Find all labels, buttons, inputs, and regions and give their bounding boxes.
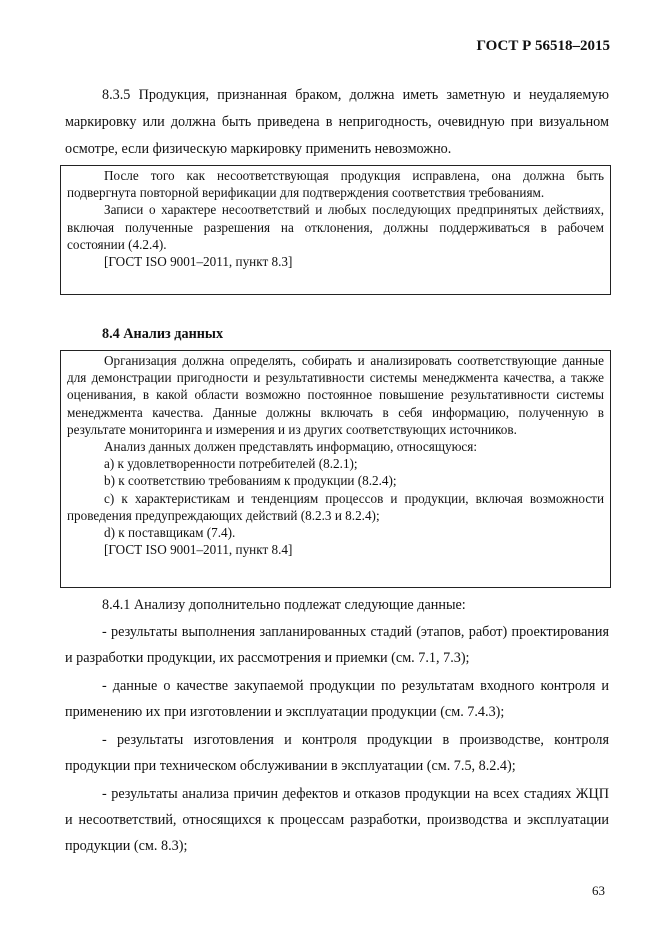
section-heading: 8.4 Анализ данных (102, 326, 224, 342)
paragraph-8-4-1: 8.4.1 Анализу дополнительно подлежат следующие данные: (102, 597, 466, 613)
list-item: a) к удовлетворенности потребителей (8.2.1); (104, 456, 358, 472)
paragraph-8-3-5: 8.3.5 Продукция, признанная браком, должна иметь заметную и неудаляемую маркировку или должна быть приведена в непригодность, очевидную при визуальном осмотре, если физическую маркировку применить невозможно. (65, 87, 609, 157)
quote-box-8-4 (60, 350, 611, 588)
quote-paragraph: Анализ данных должен представлять информацию, относящуюся: (104, 439, 478, 455)
quote-box-8-3 (60, 165, 611, 295)
list-item: d) к поставщикам (7.4). (104, 525, 236, 541)
list-item: b) к соответствию требованиям к продукции (8.2.4); (104, 473, 397, 489)
quote-paragraph: После того как несоответствующая продукция исправлена, она должна быть подвергнута повторной верификации для подтверждения соответствия требованиям. (67, 168, 604, 201)
quote-paragraph: Организация должна определять, собирать и анализировать соответствующие данные для демонстрации пригодности и результативности системы менеджмента качества, а также оценивания, в какой области возможно постоянное повышение результативности системы менеджмента качества. Данные должны включать в себя информацию, полученную в результате мониторинга и измерения и из других соответствующих источников. (67, 353, 604, 437)
quote-reference: [ГОСТ ISO 9001–2011, пункт 8.4] (104, 542, 293, 558)
bullet-item: - результаты выполнения запланированных стадий (этапов, работ) проектирования и разработки продукции, их рассмотрения и приемки (см. 7.1, 7.3); (65, 624, 609, 666)
document-header: ГОСТ Р 56518–2015 (476, 38, 610, 54)
page-number: 63 (592, 883, 605, 898)
bullet-item: - результаты изготовления и контроля продукции в производстве, контроля продукции при техническом обслуживании в эксплуатации (см. 7.5, 8.2.4); (65, 732, 609, 774)
quote-reference: [ГОСТ ISO 9001–2011, пункт 8.3] (104, 254, 293, 270)
bullet-item: - данные о качестве закупаемой продукции по результатам входного контроля и применению их при изготовлении и эксплуатации продукции (см. 7.4.3); (65, 678, 609, 720)
quote-paragraph: Записи о характере несоответствий и любых последующих предпринятых действиях, включая полученные разрешения на отклонения, должны поддерживаться в рабочем состоянии (4.2.4). (67, 202, 604, 252)
list-item: c) к характеристикам и тенденциям процессов и продукции, включая возможности проведения предупреждающих действий (8.2.3 и 8.2.4); (67, 490, 604, 523)
bullet-item: - результаты анализа причин дефектов и отказов продукции на всех стадиях ЖЦП и несоответствий, относящихся к процессам разработки, производства и эксплуатации продукции (см. 8.3); (65, 786, 609, 854)
